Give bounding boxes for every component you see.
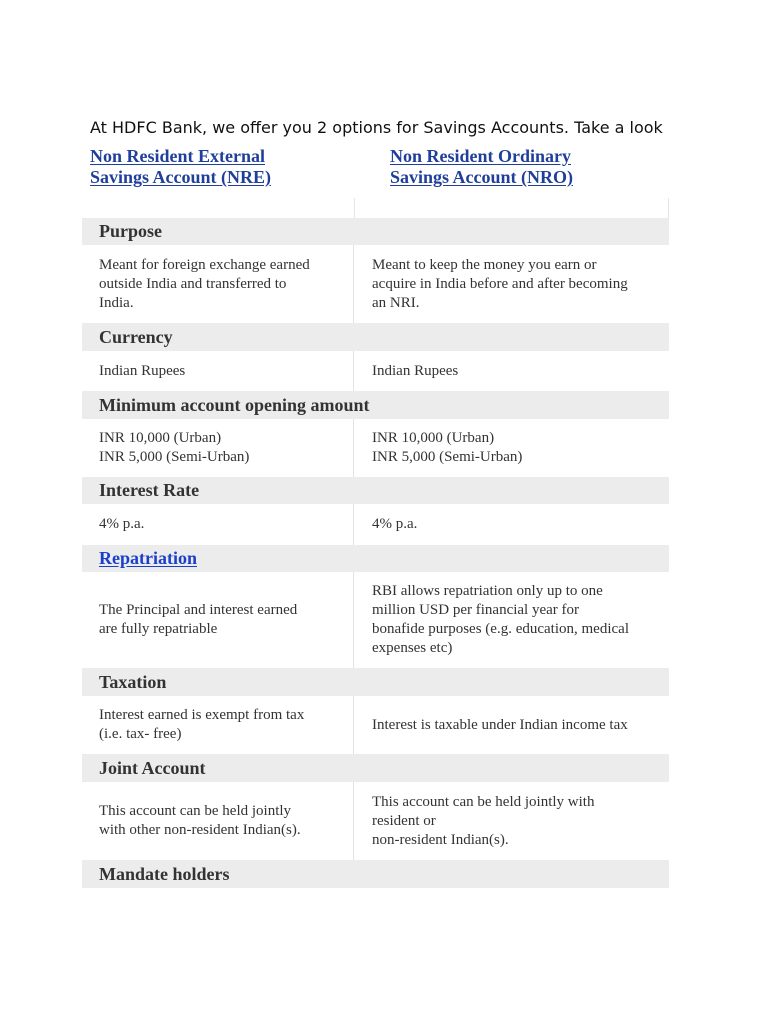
nro-link-line1: Non Resident Ordinary [390, 146, 572, 166]
nre-cell: The Principal and interest earned are fully repatriable [82, 572, 354, 668]
section-header-minimum-amount: Minimum account opening amount [82, 391, 669, 419]
nre-cell: Interest earned is exempt from tax (i.e. tax- free) [82, 696, 354, 754]
table-row-minimum-amount [82, 419, 669, 477]
table-row-taxation [82, 696, 669, 754]
section-header-joint-account: Joint Account [82, 754, 669, 782]
nro-cell: RBI allows repatriation only up to one million USD per financial year for bonafide purposes (e.g. education, medical expenses etc) [372, 583, 629, 656]
nre-cell: Meant for foreign exchange earned outside India and transferred to India. [82, 245, 354, 323]
nro-link-line2: Savings Account (NRO) [390, 167, 574, 187]
nre-link-line1: Non Resident External [90, 146, 265, 166]
section-header-currency: Currency [82, 323, 669, 351]
nro-cell: 4% p.a. [372, 516, 418, 532]
table-row-purpose [82, 245, 669, 323]
section-header-interest-rate: Interest Rate [82, 477, 669, 504]
section-header-purpose: Purpose [82, 218, 669, 245]
table-row-currency [82, 351, 669, 391]
nro-cell: This account can be held jointly with resident or non-resident Indian(s). [372, 793, 595, 848]
table-row-joint-account [82, 782, 669, 860]
nre-cell: INR 10,000 (Urban) INR 5,000 (Semi-Urban) [82, 419, 354, 477]
section-header-repatriation-link[interactable]: Repatriation [82, 545, 669, 572]
nro-cell: Meant to keep the money you earn or acquire in India before and after becoming an NRI. [372, 256, 628, 311]
intro-text: At HDFC Bank, we offer you 2 options for Savings Accounts. Take a look [90, 118, 663, 137]
nre-cell: 4% p.a. [82, 504, 354, 545]
section-header-taxation: Taxation [82, 668, 669, 696]
spacer-cell [355, 198, 669, 218]
nre-link-line2: Savings Account (NRE) [90, 167, 272, 187]
table-row-interest-rate [82, 504, 669, 545]
nro-account-link[interactable] [390, 146, 650, 188]
table-row-repatriation [82, 572, 669, 668]
table-spacer-row [82, 198, 669, 218]
nro-cell: Interest is taxable under Indian income tax [372, 716, 628, 733]
nre-account-link[interactable] [90, 146, 330, 188]
comparison-table [82, 198, 669, 888]
nro-cell: Indian Rupees [372, 362, 459, 379]
nre-cell: Indian Rupees [82, 351, 354, 391]
section-header-mandate-holders: Mandate holders [82, 860, 669, 888]
nre-cell: This account can be held jointly with other non-resident Indian(s). [82, 782, 354, 860]
nro-cell: INR 10,000 (Urban) INR 5,000 (Semi-Urban) [372, 430, 523, 465]
spacer-cell [82, 198, 355, 218]
